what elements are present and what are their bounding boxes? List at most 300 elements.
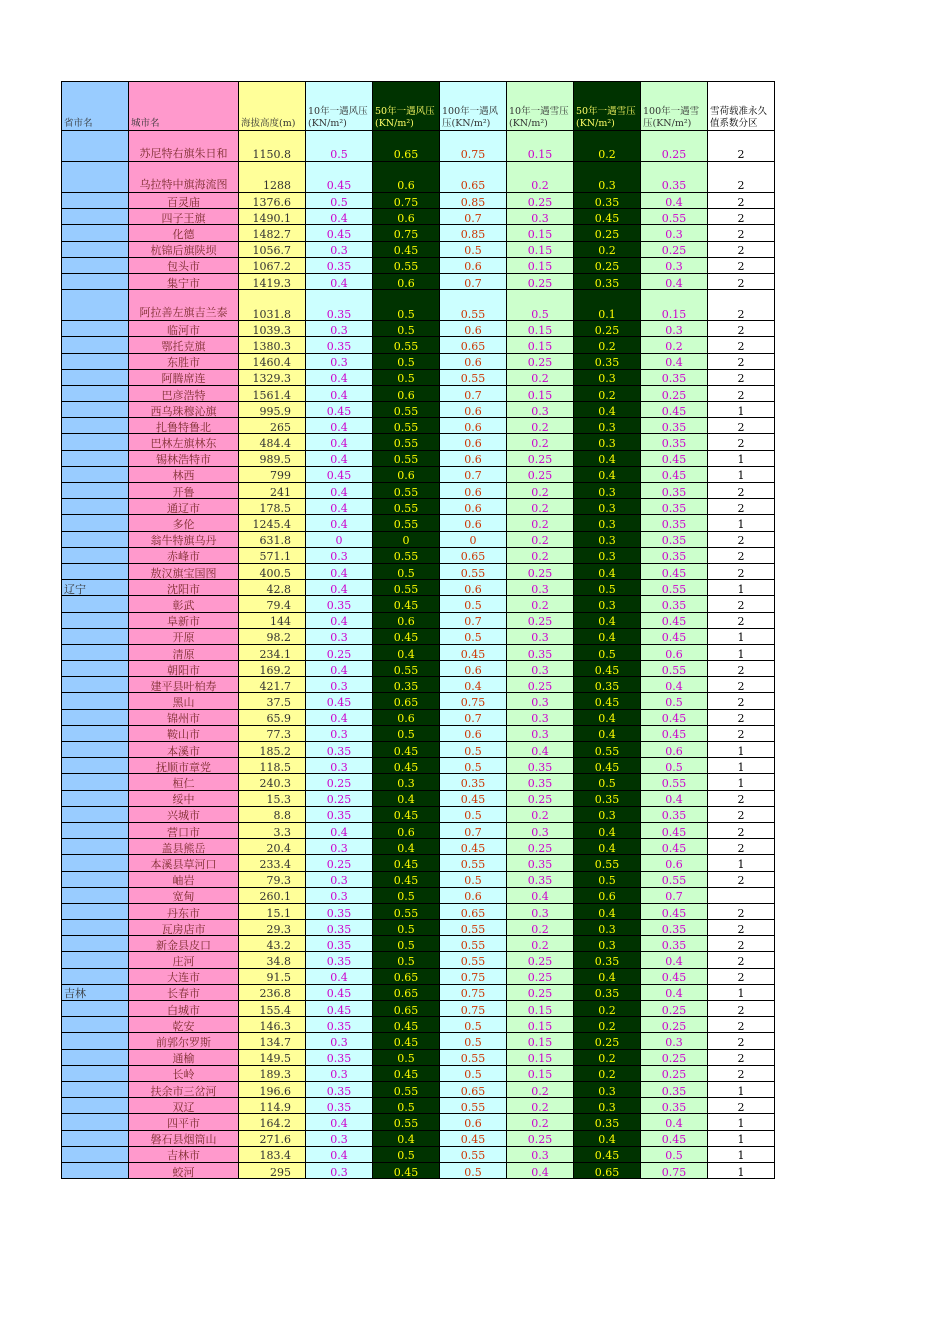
table-row (62, 563, 775, 579)
altitude-cell: 1288 (239, 162, 306, 193)
snow-10yr-cell: 0.35 (507, 855, 574, 871)
snow-50yr-cell: 0.4 (574, 563, 641, 579)
wind-50yr-cell: 0.55 (373, 547, 440, 563)
wind-10yr-cell: 0.4 (306, 369, 373, 385)
province-cell (62, 1162, 129, 1178)
snow-50yr-cell: 0.2 (574, 131, 641, 162)
snow-100yr-cell: 0.45 (641, 839, 708, 855)
province-cell (62, 920, 129, 936)
snow-10yr-cell: 0.15 (507, 1001, 574, 1017)
wind-10yr-cell: 0 (306, 531, 373, 547)
partition-cell: 2 (708, 677, 775, 693)
altitude-cell: 3.3 (239, 822, 306, 838)
table-row (62, 790, 775, 806)
wind-50yr-cell: 0.65 (373, 131, 440, 162)
wind-10yr-cell: 0.45 (306, 402, 373, 418)
table-row (62, 385, 775, 401)
city-name-cell: 锡林浩特市 (129, 450, 239, 466)
wind-50yr-cell: 0.4 (373, 790, 440, 806)
snow-50yr-cell: 0.3 (574, 806, 641, 822)
table-row (62, 499, 775, 515)
table-row (62, 709, 775, 725)
wind-50yr-cell: 0.5 (373, 1146, 440, 1162)
altitude-cell: 15.3 (239, 790, 306, 806)
partition-cell: 2 (708, 273, 775, 289)
city-name-cell: 开原 (129, 628, 239, 644)
wind-10yr-cell: 0.3 (306, 871, 373, 887)
wind-100yr-cell: 0.55 (440, 1098, 507, 1114)
partition-cell: 2 (708, 1017, 775, 1033)
wind-100yr-cell: 0.65 (440, 1081, 507, 1097)
city-name-cell: 岫岩 (129, 871, 239, 887)
city-name-cell: 四子王旗 (129, 209, 239, 225)
snow-10yr-cell: 0.15 (507, 225, 574, 241)
snow-50yr-cell: 0.4 (574, 402, 641, 418)
altitude-cell: 65.9 (239, 709, 306, 725)
wind-snow-pressure-table (61, 81, 775, 1179)
table-row (62, 758, 775, 774)
altitude-cell: 118.5 (239, 758, 306, 774)
wind-50yr-cell: 0.55 (373, 434, 440, 450)
table-row (62, 920, 775, 936)
wind-10yr-cell: 0.4 (306, 1114, 373, 1130)
altitude-cell: 484.4 (239, 434, 306, 450)
snow-100yr-cell: 0.3 (641, 321, 708, 337)
snow-10yr-cell: 0.2 (507, 531, 574, 547)
snow-100yr-cell: 0.2 (641, 337, 708, 353)
province-cell: 辽宁 (62, 580, 129, 596)
city-name-cell: 通辽市 (129, 499, 239, 515)
snow-100yr-cell: 0.4 (641, 353, 708, 369)
wind-50yr-cell: 0.55 (373, 661, 440, 677)
city-name-cell: 扎鲁特鲁北 (129, 418, 239, 434)
partition-cell: 2 (708, 1001, 775, 1017)
snow-50yr-cell: 0.1 (574, 290, 641, 321)
province-cell (62, 628, 129, 644)
table-row (62, 903, 775, 919)
wind-10yr-cell: 0.3 (306, 241, 373, 257)
city-name-cell: 兴城市 (129, 806, 239, 822)
snow-10yr-cell: 0.25 (507, 466, 574, 482)
snow-100yr-cell: 0.45 (641, 1130, 708, 1146)
wind-10yr-cell: 0.25 (306, 790, 373, 806)
table-row (62, 596, 775, 612)
wind-100yr-cell: 0.5 (440, 596, 507, 612)
snow-10yr-cell: 0.2 (507, 596, 574, 612)
altitude-cell: 79.4 (239, 596, 306, 612)
snow-50yr-cell: 0.2 (574, 337, 641, 353)
snow-50yr-cell: 0.6 (574, 887, 641, 903)
city-name-cell: 扶余市三岔河 (129, 1081, 239, 1097)
snow-100yr-cell: 0.45 (641, 822, 708, 838)
province-cell (62, 1130, 129, 1146)
snow-50yr-cell: 0.45 (574, 661, 641, 677)
snow-50yr-cell: 0.4 (574, 709, 641, 725)
snow-100yr-cell: 0.15 (641, 290, 708, 321)
snow-10yr-cell: 0.25 (507, 563, 574, 579)
snow-50yr-cell: 0.3 (574, 920, 641, 936)
wind-50yr-cell: 0.5 (373, 321, 440, 337)
wind-10yr-cell: 0.5 (306, 193, 373, 209)
city-name-cell: 瓦房店市 (129, 920, 239, 936)
snow-10yr-cell: 0.25 (507, 677, 574, 693)
wind-50yr-cell: 0.55 (373, 483, 440, 499)
province-cell (62, 369, 129, 385)
header-partition: 雪荷载准永久值系数分区 (708, 82, 775, 131)
partition-cell: 2 (708, 369, 775, 385)
altitude-cell: 1067.2 (239, 257, 306, 273)
wind-10yr-cell: 0.4 (306, 580, 373, 596)
snow-50yr-cell: 0.4 (574, 725, 641, 741)
province-cell (62, 241, 129, 257)
wind-100yr-cell: 0.45 (440, 644, 507, 660)
altitude-cell: 164.2 (239, 1114, 306, 1130)
snow-10yr-cell: 0.25 (507, 193, 574, 209)
table-row (62, 1049, 775, 1065)
snow-50yr-cell: 0.4 (574, 612, 641, 628)
table-row (62, 547, 775, 563)
city-name-cell: 本溪市 (129, 742, 239, 758)
wind-100yr-cell: 0.5 (440, 1162, 507, 1178)
snow-50yr-cell: 0.45 (574, 758, 641, 774)
snow-50yr-cell: 0.3 (574, 1098, 641, 1114)
wind-50yr-cell: 0.55 (373, 337, 440, 353)
wind-10yr-cell: 0.4 (306, 563, 373, 579)
wind-10yr-cell: 0.35 (306, 337, 373, 353)
snow-10yr-cell: 0.2 (507, 483, 574, 499)
province-cell (62, 225, 129, 241)
snow-100yr-cell: 0.55 (641, 774, 708, 790)
city-name-cell: 长岭 (129, 1065, 239, 1081)
partition-cell: 1 (708, 1114, 775, 1130)
wind-50yr-cell: 0.65 (373, 984, 440, 1000)
wind-10yr-cell: 0.35 (306, 1017, 373, 1033)
partition-cell: 1 (708, 450, 775, 466)
table-row (62, 483, 775, 499)
snow-50yr-cell: 0.45 (574, 1146, 641, 1162)
wind-100yr-cell: 0.7 (440, 822, 507, 838)
table-row (62, 1098, 775, 1114)
city-name-cell: 林西 (129, 466, 239, 482)
table-row (62, 806, 775, 822)
wind-10yr-cell: 0.4 (306, 418, 373, 434)
snow-50yr-cell: 0.2 (574, 1001, 641, 1017)
snow-100yr-cell: 0.45 (641, 450, 708, 466)
altitude-cell: 1031.8 (239, 290, 306, 321)
wind-50yr-cell: 0.3 (373, 774, 440, 790)
wind-10yr-cell: 0.25 (306, 855, 373, 871)
province-cell (62, 1114, 129, 1130)
wind-50yr-cell: 0.45 (373, 1017, 440, 1033)
snow-10yr-cell: 0.2 (507, 806, 574, 822)
city-name-cell: 本溪县草河口 (129, 855, 239, 871)
city-name-cell: 临河市 (129, 321, 239, 337)
province-cell (62, 822, 129, 838)
snow-50yr-cell: 0.35 (574, 353, 641, 369)
city-name-cell: 丹东市 (129, 903, 239, 919)
wind-100yr-cell: 0.55 (440, 1146, 507, 1162)
table-row (62, 1146, 775, 1162)
wind-10yr-cell: 0.5 (306, 131, 373, 162)
partition-cell: 2 (708, 936, 775, 952)
wind-10yr-cell: 0.4 (306, 434, 373, 450)
province-cell (62, 693, 129, 709)
partition-cell: 1 (708, 984, 775, 1000)
partition-cell: 1 (708, 580, 775, 596)
province-cell: 吉林 (62, 984, 129, 1000)
city-name-cell: 化德 (129, 225, 239, 241)
wind-100yr-cell: 0.5 (440, 1065, 507, 1081)
city-name-cell: 绥中 (129, 790, 239, 806)
wind-10yr-cell: 0.3 (306, 839, 373, 855)
wind-50yr-cell: 0.65 (373, 1001, 440, 1017)
city-name-cell: 东胜市 (129, 353, 239, 369)
partition-cell: 2 (708, 483, 775, 499)
province-cell (62, 162, 129, 193)
province-cell (62, 418, 129, 434)
partition-cell: 2 (708, 257, 775, 273)
altitude-cell: 114.9 (239, 1098, 306, 1114)
wind-10yr-cell: 0.25 (306, 774, 373, 790)
partition-cell (708, 887, 775, 903)
province-cell (62, 531, 129, 547)
wind-10yr-cell: 0.4 (306, 968, 373, 984)
partition-cell: 2 (708, 290, 775, 321)
wind-100yr-cell: 0.55 (440, 563, 507, 579)
table-row (62, 1065, 775, 1081)
snow-50yr-cell: 0.25 (574, 257, 641, 273)
wind-50yr-cell: 0.5 (373, 1098, 440, 1114)
snow-50yr-cell: 0.65 (574, 1162, 641, 1178)
province-cell (62, 209, 129, 225)
wind-50yr-cell: 0.5 (373, 290, 440, 321)
altitude-cell: 1482.7 (239, 225, 306, 241)
snow-100yr-cell: 0.25 (641, 1001, 708, 1017)
partition-cell: 1 (708, 1146, 775, 1162)
wind-100yr-cell: 0.7 (440, 709, 507, 725)
snow-10yr-cell: 0.15 (507, 131, 574, 162)
city-name-cell: 阿腾席连 (129, 369, 239, 385)
snow-10yr-cell: 0.2 (507, 1114, 574, 1130)
city-name-cell: 彰武 (129, 596, 239, 612)
partition-cell: 1 (708, 1081, 775, 1097)
altitude-cell: 8.8 (239, 806, 306, 822)
city-name-cell: 蛟河 (129, 1162, 239, 1178)
city-name-cell: 赤峰市 (129, 547, 239, 563)
table-row (62, 952, 775, 968)
wind-100yr-cell: 0.5 (440, 1033, 507, 1049)
wind-100yr-cell: 0.75 (440, 968, 507, 984)
wind-10yr-cell: 0.35 (306, 257, 373, 273)
snow-100yr-cell: 0.6 (641, 644, 708, 660)
altitude-cell: 233.4 (239, 855, 306, 871)
snow-50yr-cell: 0.2 (574, 385, 641, 401)
snow-50yr-cell: 0.35 (574, 984, 641, 1000)
table-row (62, 241, 775, 257)
wind-100yr-cell: 0.75 (440, 693, 507, 709)
partition-cell: 2 (708, 612, 775, 628)
snow-100yr-cell: 0.4 (641, 273, 708, 289)
city-name-cell: 集宁市 (129, 273, 239, 289)
snow-10yr-cell: 0.25 (507, 790, 574, 806)
snow-10yr-cell: 0.25 (507, 450, 574, 466)
snow-50yr-cell: 0.3 (574, 531, 641, 547)
snow-10yr-cell: 0.35 (507, 644, 574, 660)
wind-100yr-cell: 0.6 (440, 434, 507, 450)
snow-100yr-cell: 0.4 (641, 952, 708, 968)
city-name-cell: 鄂托克旗 (129, 337, 239, 353)
wind-50yr-cell: 0.6 (373, 822, 440, 838)
snow-100yr-cell: 0.25 (641, 241, 708, 257)
province-cell (62, 337, 129, 353)
altitude-cell: 185.2 (239, 742, 306, 758)
partition-cell: 2 (708, 193, 775, 209)
snow-50yr-cell: 0.3 (574, 162, 641, 193)
wind-100yr-cell: 0.7 (440, 612, 507, 628)
snow-50yr-cell: 0.45 (574, 693, 641, 709)
snow-50yr-cell: 0.55 (574, 855, 641, 871)
partition-cell: 2 (708, 563, 775, 579)
wind-100yr-cell: 0.45 (440, 1130, 507, 1146)
wind-50yr-cell: 0.6 (373, 273, 440, 289)
partition-cell: 1 (708, 742, 775, 758)
province-cell (62, 563, 129, 579)
snow-50yr-cell: 0.5 (574, 644, 641, 660)
wind-100yr-cell: 0.45 (440, 839, 507, 855)
province-cell (62, 434, 129, 450)
wind-50yr-cell: 0.55 (373, 499, 440, 515)
city-name-cell: 多伦 (129, 515, 239, 531)
city-name-cell: 建平县叶柏寿 (129, 677, 239, 693)
table-row (62, 1033, 775, 1049)
wind-100yr-cell: 0.6 (440, 257, 507, 273)
wind-10yr-cell: 0.4 (306, 822, 373, 838)
wind-100yr-cell: 0.55 (440, 855, 507, 871)
partition-cell: 2 (708, 241, 775, 257)
snow-50yr-cell: 0.35 (574, 193, 641, 209)
city-name-cell: 营口市 (129, 822, 239, 838)
partition-cell: 2 (708, 1033, 775, 1049)
snow-10yr-cell: 0.3 (507, 822, 574, 838)
table-row (62, 1130, 775, 1146)
province-cell (62, 402, 129, 418)
wind-100yr-cell: 0 (440, 531, 507, 547)
partition-cell: 1 (708, 644, 775, 660)
city-name-cell: 西乌珠穆沁旗 (129, 402, 239, 418)
city-name-cell: 包头市 (129, 257, 239, 273)
wind-100yr-cell: 0.6 (440, 661, 507, 677)
wind-10yr-cell: 0.3 (306, 1065, 373, 1081)
table-row (62, 162, 775, 193)
wind-10yr-cell: 0.35 (306, 936, 373, 952)
snow-10yr-cell: 0.25 (507, 839, 574, 855)
city-name-cell: 双辽 (129, 1098, 239, 1114)
snow-100yr-cell: 0.45 (641, 968, 708, 984)
partition-cell: 2 (708, 531, 775, 547)
snow-50yr-cell: 0.3 (574, 418, 641, 434)
snow-50yr-cell: 0.4 (574, 466, 641, 482)
wind-100yr-cell: 0.85 (440, 225, 507, 241)
province-cell (62, 677, 129, 693)
table-row (62, 774, 775, 790)
table-row (62, 450, 775, 466)
wind-10yr-cell: 0.4 (306, 483, 373, 499)
wind-100yr-cell: 0.5 (440, 871, 507, 887)
wind-100yr-cell: 0.5 (440, 628, 507, 644)
province-cell (62, 774, 129, 790)
city-name-cell: 苏尼特右旗朱日和 (129, 131, 239, 162)
table-row (62, 337, 775, 353)
wind-50yr-cell: 0.6 (373, 466, 440, 482)
altitude-cell: 146.3 (239, 1017, 306, 1033)
wind-50yr-cell: 0 (373, 531, 440, 547)
province-cell (62, 758, 129, 774)
wind-10yr-cell: 0.4 (306, 515, 373, 531)
province-cell (62, 903, 129, 919)
city-name-cell: 沈阳市 (129, 580, 239, 596)
city-name-cell: 白城市 (129, 1001, 239, 1017)
snow-10yr-cell: 0.2 (507, 547, 574, 563)
wind-10yr-cell: 0.3 (306, 677, 373, 693)
table-row (62, 725, 775, 741)
wind-50yr-cell: 0.55 (373, 515, 440, 531)
snow-50yr-cell: 0.4 (574, 450, 641, 466)
province-cell (62, 725, 129, 741)
wind-100yr-cell: 0.45 (440, 790, 507, 806)
snow-100yr-cell: 0.45 (641, 402, 708, 418)
wind-50yr-cell: 0.65 (373, 693, 440, 709)
partition-cell: 1 (708, 1130, 775, 1146)
snow-50yr-cell: 0.4 (574, 1130, 641, 1146)
altitude-cell: 271.6 (239, 1130, 306, 1146)
partition-cell: 2 (708, 822, 775, 838)
province-cell (62, 661, 129, 677)
partition-cell: 2 (708, 596, 775, 612)
snow-10yr-cell: 0.3 (507, 661, 574, 677)
snow-100yr-cell: 0.35 (641, 1098, 708, 1114)
partition-cell: 2 (708, 920, 775, 936)
snow-10yr-cell: 0.4 (507, 887, 574, 903)
wind-50yr-cell: 0.45 (373, 806, 440, 822)
partition-cell: 2 (708, 162, 775, 193)
city-name-cell: 百灵庙 (129, 193, 239, 209)
snow-100yr-cell: 0.45 (641, 466, 708, 482)
city-name-cell: 乾安 (129, 1017, 239, 1033)
province-cell (62, 1001, 129, 1017)
province-cell (62, 483, 129, 499)
snow-50yr-cell: 0.2 (574, 1017, 641, 1033)
altitude-cell: 43.2 (239, 936, 306, 952)
wind-50yr-cell: 0.55 (373, 580, 440, 596)
wind-100yr-cell: 0.55 (440, 920, 507, 936)
table-row (62, 531, 775, 547)
snow-100yr-cell: 0.25 (641, 1065, 708, 1081)
city-name-cell: 大连市 (129, 968, 239, 984)
wind-100yr-cell: 0.6 (440, 450, 507, 466)
partition-cell: 2 (708, 871, 775, 887)
wind-10yr-cell: 0.3 (306, 725, 373, 741)
partition-cell: 2 (708, 839, 775, 855)
table-row (62, 257, 775, 273)
altitude-cell: 183.4 (239, 1146, 306, 1162)
wind-100yr-cell: 0.75 (440, 1001, 507, 1017)
province-cell (62, 806, 129, 822)
province-cell (62, 1081, 129, 1097)
wind-100yr-cell: 0.7 (440, 466, 507, 482)
snow-50yr-cell: 0.3 (574, 1081, 641, 1097)
wind-100yr-cell: 0.75 (440, 131, 507, 162)
snow-10yr-cell: 0.2 (507, 936, 574, 952)
